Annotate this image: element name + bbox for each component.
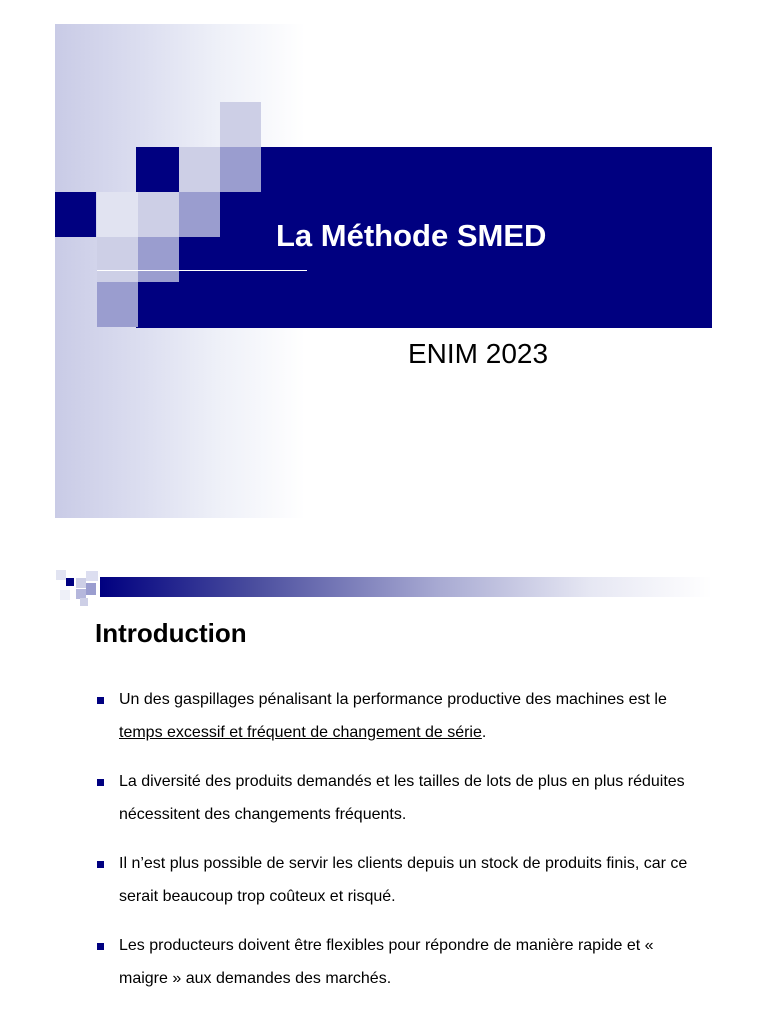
decorative-square bbox=[179, 192, 220, 237]
decorative-square bbox=[97, 192, 138, 237]
bullet-text-end: . bbox=[481, 723, 487, 741]
decorative-square bbox=[220, 147, 261, 192]
square-bullet-icon bbox=[97, 779, 104, 786]
square-bullet-icon bbox=[97, 861, 104, 868]
list-item bbox=[95, 848, 695, 913]
bullet-text: Il n’est plus possible de servir les clients depuis un stock de produits finis, car ce serait beaucoup trop coûteux et risqué. bbox=[119, 855, 688, 905]
decorative-square bbox=[97, 237, 138, 282]
decorative-square bbox=[66, 578, 74, 586]
decorative-square bbox=[60, 590, 70, 600]
bullet-text: La diversité des produits demandés et les tailles de lots de plus en plus réduites nécessitent des changements fréquents. bbox=[119, 773, 685, 823]
underlined-phrase: temps excessif et fréquent de changement de série bbox=[119, 723, 482, 741]
bullet-text: Les producteurs doivent être flexibles pour répondre de manière rapide et « maigre » aux demandes des marchés. bbox=[119, 937, 654, 987]
decorative-square bbox=[56, 570, 66, 580]
decorative-square bbox=[80, 598, 88, 606]
list-item bbox=[95, 684, 695, 749]
slide-title: La Méthode SMED bbox=[276, 218, 547, 253]
decorative-square bbox=[220, 102, 261, 147]
decorative-square bbox=[55, 192, 96, 237]
section-heading: Introduction bbox=[95, 618, 247, 648]
decorative-square bbox=[86, 583, 96, 595]
list-item bbox=[95, 766, 695, 831]
decorative-square bbox=[179, 147, 220, 192]
decorative-square bbox=[97, 282, 138, 327]
slide-subtitle: ENIM 2023 bbox=[408, 338, 549, 369]
square-bullet-icon bbox=[97, 697, 104, 704]
decorative-square bbox=[138, 192, 179, 237]
bullet-list bbox=[95, 684, 695, 1012]
list-item bbox=[95, 930, 695, 995]
decorative-square bbox=[86, 571, 98, 581]
decorative-square bbox=[76, 578, 86, 588]
decorative-square bbox=[138, 237, 179, 282]
square-bullet-icon bbox=[97, 943, 104, 950]
title-divider-line bbox=[97, 270, 307, 271]
bullet-text: Un des gaspillages pénalisant la performance productive des machines est le bbox=[119, 691, 667, 708]
section-header-bar bbox=[100, 577, 712, 597]
